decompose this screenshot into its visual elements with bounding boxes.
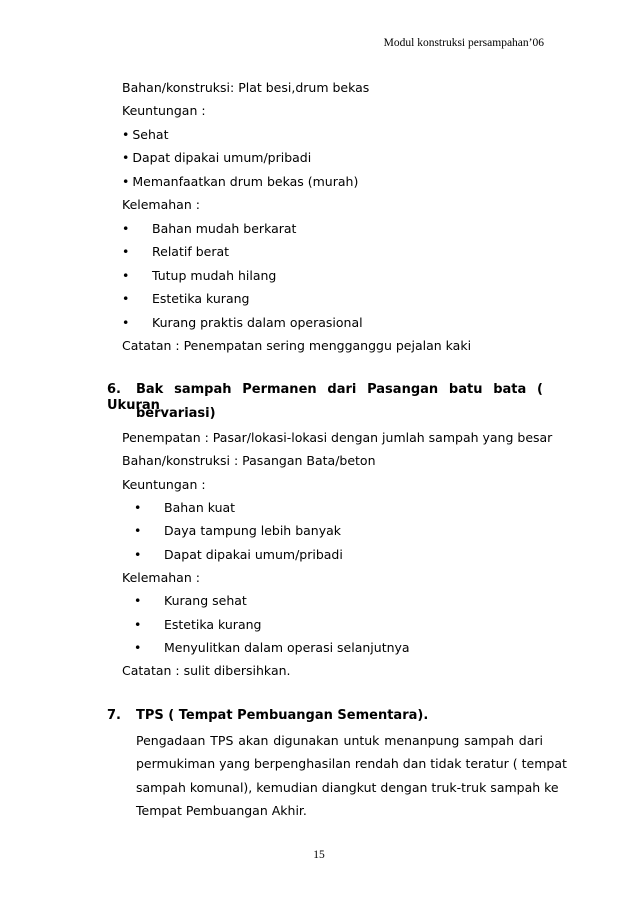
placement-line: Penempatan : Pasar/lokasi-lokasi dengan jumlah sampah yang besar xyxy=(122,430,553,445)
section-7-heading xyxy=(107,708,543,724)
bullet-icon: • xyxy=(134,547,142,562)
running-header: Modul konstruksi persampahan’06 xyxy=(383,37,544,49)
material-line: Bahan/konstruksi : Pasangan Bata/beton xyxy=(122,453,376,468)
bullet-icon: • xyxy=(122,244,130,259)
disadvantage-item: Estetika kurang xyxy=(152,291,250,306)
bullet-icon: • xyxy=(122,291,130,306)
disadvantages-label: Kelemahan : xyxy=(122,570,200,585)
disadvantage-item: Menyulitkan dalam operasi selanjutnya xyxy=(164,640,410,655)
bullet-icon: • xyxy=(134,593,142,608)
disadvantage-item: Kurang sehat xyxy=(164,593,247,608)
disadvantage-item: Bahan mudah berkarat xyxy=(152,221,297,236)
section-6-heading-cont: bervariasi) xyxy=(136,406,216,421)
advantage-item: Daya tampung lebih banyak xyxy=(164,523,342,538)
page-number: 15 xyxy=(313,849,325,861)
paragraph-line: Tempat Pembuangan Akhir. xyxy=(136,803,307,818)
disadvantages-label: Kelemahan : xyxy=(122,197,200,212)
section-title: TPS ( Tempat Pembuangan Sementara). xyxy=(136,708,429,723)
paragraph-line: permukiman yang berpenghasilan rendah dan tidak teratur ( tempat xyxy=(136,756,567,771)
advantage-item: • Memanfaatkan drum bekas (murah) xyxy=(122,174,358,190)
bullet-icon: • xyxy=(134,640,142,655)
advantage-item: • Sehat xyxy=(122,127,168,143)
bullet-icon: • xyxy=(134,523,142,538)
advantage-item: Dapat dipakai umum/pribadi xyxy=(164,547,343,562)
section-number: 6. xyxy=(107,382,121,397)
disadvantage-item: Kurang praktis dalam operasional xyxy=(152,315,363,330)
disadvantage-item: Tutup mudah hilang xyxy=(152,268,277,283)
bullet-icon: • xyxy=(134,617,142,632)
disadvantage-item: Relatif berat xyxy=(152,244,230,259)
advantages-label: Keuntungan : xyxy=(122,477,206,492)
disadvantage-item: Estetika kurang xyxy=(164,617,262,632)
section-number: 7. xyxy=(107,708,121,723)
bullet-icon: • xyxy=(122,315,130,330)
note-line: Catatan : sulit dibersihkan. xyxy=(122,663,291,678)
paragraph-line: sampah komunal), kemudian diangkut dengan truk-truk sampah ke xyxy=(136,780,559,795)
bullet-icon: • xyxy=(122,221,130,236)
note-line: Catatan : Penempatan sering mengganggu pejalan kaki xyxy=(122,338,472,353)
advantage-item: • Dapat dipakai umum/pribadi xyxy=(122,150,311,166)
material-line: Bahan/konstruksi: Plat besi,drum bekas xyxy=(122,80,370,95)
advantages-label: Keuntungan : xyxy=(122,103,206,118)
paragraph-line: Pengadaan TPS akan digunakan untuk menanpung sampah dari xyxy=(136,733,543,748)
section-title: Bak sampah Permanen dari Pasangan batu bata ( Ukuran xyxy=(107,382,543,413)
bullet-icon: • xyxy=(134,500,142,515)
advantage-item: Bahan kuat xyxy=(164,500,236,515)
bullet-icon: • xyxy=(122,268,130,283)
